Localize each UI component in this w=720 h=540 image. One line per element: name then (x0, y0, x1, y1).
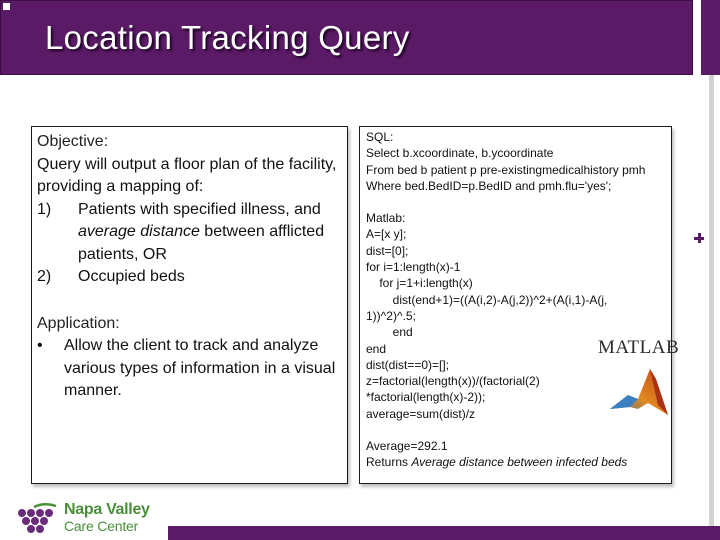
code-line: end (366, 341, 387, 356)
code-line: for j=1+i:length(x) (366, 276, 473, 291)
right-accent-bar (701, 0, 720, 75)
logo-line-1: Napa Valley (64, 501, 150, 518)
code-line: z=factorial(length(x))/(factorial(2) (366, 374, 540, 389)
code-line: Select b.xcoordinate, b.ycoordinate (366, 146, 554, 161)
code-line: dist=[0]; (366, 243, 409, 258)
side-plus-icon (693, 232, 705, 244)
application-heading: Application: (37, 314, 120, 332)
objective-intro: Query will output a floor plan of the facility, providing a mapping of: (37, 155, 337, 195)
list-number: 1) (37, 200, 52, 218)
returns-line: Returns Average distance between infected beds (366, 455, 628, 470)
list-number: 2) (37, 268, 52, 285)
code-line: From bed b patient p pre-existingmedicalhistory pmh (366, 162, 646, 177)
code-box (359, 126, 680, 484)
objective-box (31, 126, 348, 484)
matlab-logo-text: MATLAB (598, 337, 680, 358)
code-line: for i=1:length(x)-1 (366, 260, 461, 275)
code-line: dist(end+1)=((A(i,2)-A(j,2))^2+(A(i,1)-A(j, (366, 292, 608, 307)
application-bullet-item (37, 335, 347, 403)
napa-valley-logo (0, 497, 166, 540)
grapes-icon (14, 503, 60, 535)
title-bar (0, 0, 693, 75)
logo-line-2: Care Center (64, 518, 139, 534)
code-line: average=sum(dist)/z (366, 406, 476, 421)
code-line: A=[x y]; (366, 227, 407, 242)
code-line: dist(dist==0)=[]; (366, 357, 450, 372)
list-text: Patients with specified illness, and average distance between afflicted patients, OR (78, 200, 325, 263)
code-line: *factorial(length(x)-2)); (366, 390, 486, 405)
code-line: Matlab: (366, 211, 406, 226)
average-line: Average=292.1 (366, 439, 448, 454)
code-line: 1))^2)^.5; (366, 308, 416, 323)
list-text: Occupied beds (78, 268, 185, 285)
right-stripe (709, 75, 714, 535)
slide-title: Location Tracking Query (45, 19, 410, 56)
bottom-accent-bar (168, 526, 720, 540)
list-item-1 (37, 199, 347, 267)
code-line: Where bed.BedID=p.BedID and pmh.flu='yes'; (366, 178, 612, 193)
matlab-membrane-icon (608, 365, 670, 419)
bullet-icon: • (37, 337, 43, 354)
code-line: SQL: (366, 130, 394, 144)
application-text: Allow the client to track and analyze various types of information in a visual manner. (64, 337, 336, 399)
title-corner-mark (3, 3, 10, 10)
objective-heading: Objective: (37, 133, 109, 150)
list-item-2 (37, 266, 347, 289)
code-line: end (366, 325, 413, 340)
